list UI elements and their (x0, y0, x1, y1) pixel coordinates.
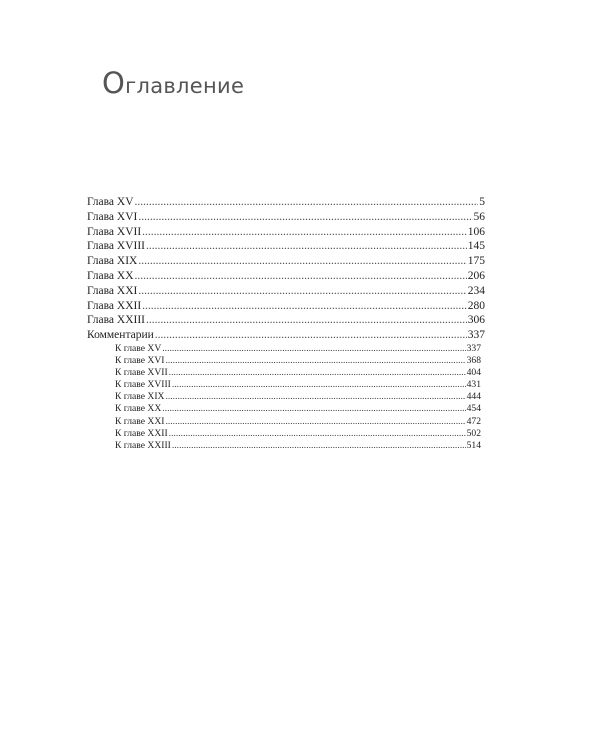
toc-entry-chapter-21 (87, 284, 485, 299)
dot-leader (146, 239, 467, 254)
toc-subentry-chapter-17 (87, 367, 485, 379)
toc-subentry-page: 454 (466, 403, 481, 415)
toc-entry-chapter-17 (87, 225, 485, 240)
toc-subentry-page: 514 (466, 439, 481, 451)
toc-subentry-page: 502 (466, 427, 481, 439)
toc-entry-page: 175 (467, 255, 485, 268)
toc-entry-page: 56 (473, 210, 485, 223)
toc-subentry-label: К главе XX (115, 403, 162, 415)
toc-subentry-chapter-19 (87, 391, 485, 403)
toc-entry-chapter-18 (87, 239, 485, 254)
toc-subentry-chapter-23 (87, 440, 485, 452)
dot-leader (155, 328, 467, 343)
dot-leader (165, 391, 465, 403)
dot-leader (135, 195, 479, 210)
dot-leader (169, 428, 466, 440)
toc-subentry-page: 444 (466, 391, 481, 403)
dot-leader (172, 440, 466, 452)
dot-leader (162, 343, 465, 355)
toc-subentry-label: К главе XIX (115, 391, 165, 403)
dot-leader (172, 379, 466, 391)
toc-subentry-chapter-18 (87, 379, 485, 391)
toc-subentry-label: К главе XXII (115, 427, 168, 439)
toc-subentry-page: 431 (466, 379, 481, 391)
toc-entry-chapter-19 (87, 254, 485, 269)
dot-leader (165, 416, 465, 428)
dot-leader (138, 284, 466, 299)
toc-entry-page: 234 (467, 284, 485, 297)
toc-entry-page: 145 (467, 240, 485, 253)
toc-subentry-page: 337 (466, 342, 481, 354)
toc-entry-label: Глава XIX (87, 255, 138, 268)
dot-leader (142, 299, 467, 314)
toc-entry-commentary (87, 328, 485, 343)
dot-leader (146, 313, 467, 328)
toc-subentry-page: 368 (466, 355, 481, 367)
toc-entry-page: 106 (467, 225, 485, 238)
toc-entry-chapter-20 (87, 269, 485, 284)
toc-entry-page: 306 (467, 314, 485, 327)
toc-subentry-label: К главе XVIII (115, 379, 171, 391)
dot-leader (138, 210, 472, 225)
page-title-initial: О (102, 66, 126, 100)
toc-subentry-chapter-16 (87, 355, 485, 367)
toc-entry-label: Глава XX (87, 269, 134, 282)
page-title-rest: главление (125, 74, 245, 98)
toc-entry-page: 337 (467, 329, 485, 342)
toc-subentry-chapter-20 (87, 403, 485, 415)
dot-leader (169, 367, 466, 379)
toc-entry-label: Глава XXIII (87, 314, 145, 327)
dot-leader (162, 403, 465, 415)
toc-subentry-label: К главе XVII (115, 367, 168, 379)
toc-entry-label: Глава XXII (87, 299, 142, 312)
toc-subentry-page: 404 (466, 367, 481, 379)
dot-leader (138, 254, 466, 269)
toc-entry-page: 280 (467, 299, 485, 312)
toc-subentry-chapter-15 (87, 343, 485, 355)
dot-leader (142, 225, 467, 240)
toc-subentry-label: К главе XXI (115, 415, 165, 427)
page-title (102, 66, 244, 100)
toc-entry-label: Глава XVIII (87, 240, 145, 253)
toc-entry-label: Комментарии (87, 329, 154, 342)
toc-subentry-chapter-22 (87, 428, 485, 440)
toc-subentry-chapter-21 (87, 416, 485, 428)
toc-entry-page: 206 (467, 269, 485, 282)
dot-leader (165, 355, 465, 367)
toc-entry-chapter-23 (87, 313, 485, 328)
toc-entry-page: 5 (479, 196, 485, 208)
toc-entry-chapter-15 (87, 195, 485, 210)
toc-subentry-label: К главе XV (115, 342, 162, 354)
toc-entry-label: Глава XVI (87, 210, 138, 223)
toc-entry-chapter-16 (87, 210, 485, 225)
toc-subentry-label: К главе XVI (115, 355, 165, 367)
toc-subentry-label: К главе XXIII (115, 439, 171, 451)
dot-leader (135, 269, 467, 284)
toc-entry-label: Глава XXI (87, 284, 138, 297)
toc-entry-label: Глава XV (87, 196, 134, 208)
toc-entry-label: Глава XVII (87, 225, 142, 238)
toc-entry-chapter-22 (87, 299, 485, 314)
table-of-contents (87, 195, 485, 452)
toc-subentry-page: 472 (466, 415, 481, 427)
